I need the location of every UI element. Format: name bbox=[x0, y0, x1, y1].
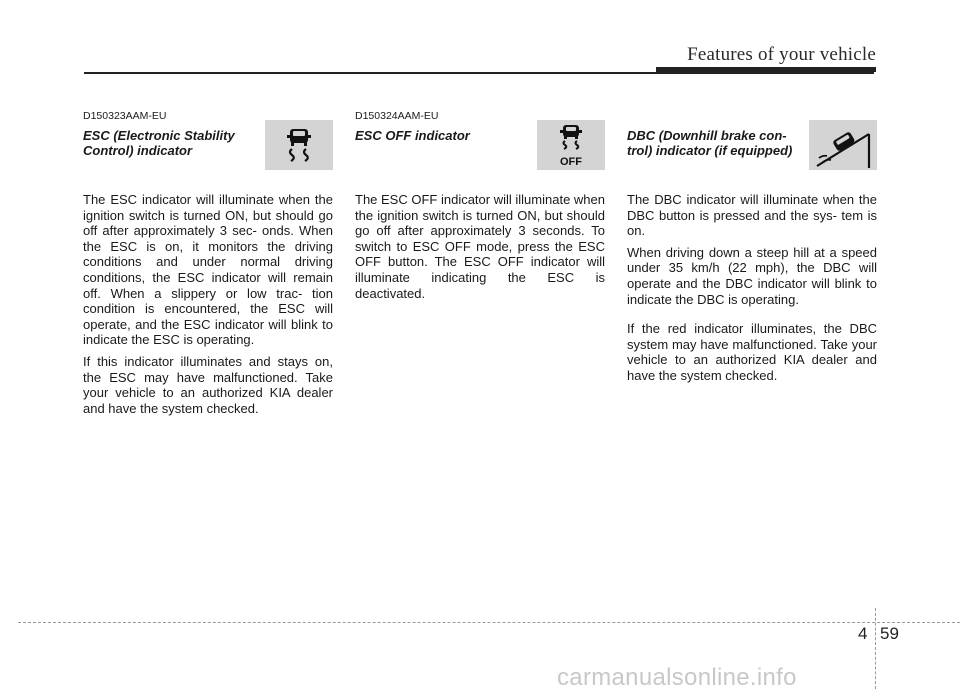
section-esc-off bbox=[355, 110, 605, 307]
section-paragraph: If this indicator illuminates and stays on, the ESC may have malfunctioned. Take your vehicle to an authorized KIA dealer and have the system checked. bbox=[83, 353, 333, 416]
footer-rule bbox=[18, 622, 960, 623]
dbc-downhill-icon bbox=[809, 120, 877, 170]
section-heading-row bbox=[355, 128, 605, 180]
watermark: carmanualsonline.info bbox=[557, 664, 797, 691]
section-dbc bbox=[627, 110, 877, 390]
esc-off-icon bbox=[537, 120, 605, 170]
header-rule bbox=[84, 72, 874, 74]
section-paragraph: The DBC indicator will illuminate when the DBC button is pressed and the sys- tem is on. bbox=[627, 192, 877, 239]
page-number-divider bbox=[875, 608, 876, 689]
section-code: D150323AAM-EU bbox=[83, 110, 167, 122]
esc-off-icon-label: OFF bbox=[560, 156, 582, 168]
page-header-title: Features of your vehicle bbox=[687, 44, 876, 65]
page-number: 59 bbox=[880, 624, 899, 643]
section-paragraph: If the red indicator illuminates, the DBC system may have malfunctioned. Take your vehicle to an authorized KIA dealer and have the system checked. bbox=[627, 321, 877, 383]
header-rule-accent bbox=[656, 67, 876, 72]
section-title: DBC (Downhill brake con- trol) indicator (if equipped) bbox=[627, 128, 793, 158]
chapter-number: 4 bbox=[858, 624, 868, 643]
section-title: ESC (Electronic Stability Control) indicator bbox=[83, 128, 235, 158]
section-heading-row bbox=[627, 128, 877, 180]
section-paragraph: When driving down a steep hill at a speed under 35 km/h (22 mph), the DBC will operate and the DBC indicator will blink to indicate the DBC is operating. bbox=[627, 244, 877, 307]
section-code: D150324AAM-EU bbox=[355, 110, 439, 122]
esc-skid-icon bbox=[265, 120, 333, 170]
section-esc bbox=[83, 110, 333, 422]
section-paragraph: The ESC OFF indicator will illuminate when the ignition switch is turned ON, but should go off after approximately 3 seconds. To switch to ESC OFF mode, press the ESC OFF button. The ESC OFF indicator will illuminate indicating the ESC is deactivated. bbox=[355, 192, 605, 301]
section-heading-row bbox=[83, 128, 333, 180]
section-title: ESC OFF indicator bbox=[355, 128, 470, 143]
section-paragraph: The ESC indicator will illuminate when the ignition switch is turned ON, but should go off after approximately 3 sec- onds. When the ESC is on, it monitors the driving conditions and under normal driving conditions, the ESC indicator will remain off. When a slippery or low trac- tion condition is encountered, the ESC will operate, and the ESC indicator will blink to indicate the ESC is operating. bbox=[83, 192, 333, 348]
